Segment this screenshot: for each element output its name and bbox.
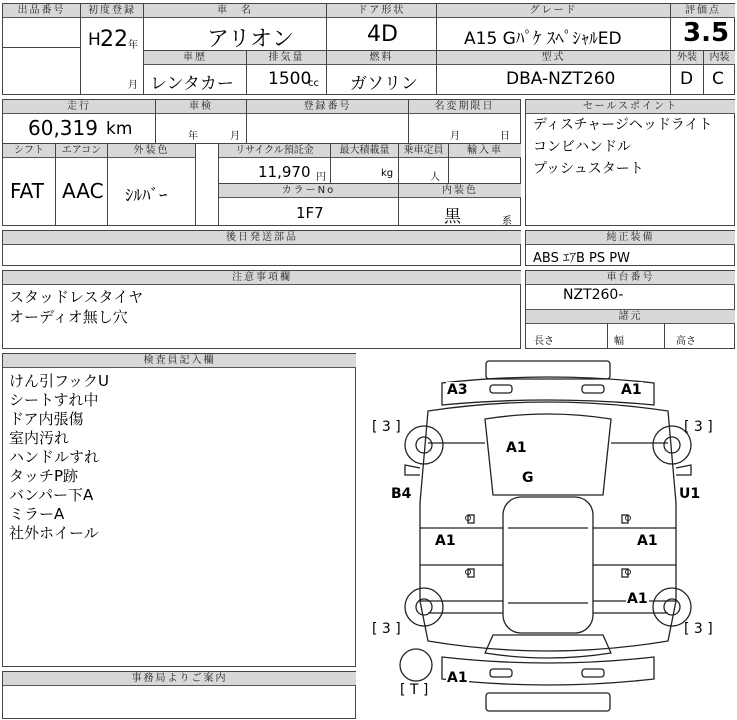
damage-right-door: A1 xyxy=(637,533,658,549)
mileage-label: 走行 xyxy=(3,100,155,114)
dims-width: 幅 xyxy=(614,336,624,347)
score-label: 評価点 xyxy=(671,4,735,18)
inspector-item: 室内汚れ xyxy=(9,429,70,447)
cc-unit: cc xyxy=(308,78,319,89)
grade-label: グレード xyxy=(437,4,670,18)
namechange-label: 名変期限日 xyxy=(409,100,520,114)
damage-right-side: U1 xyxy=(679,486,701,502)
colorno-label: カラーNo xyxy=(219,184,398,198)
sales-item: ディスチャージヘッドライト xyxy=(533,117,713,133)
lot-no-label: 出品番号 xyxy=(3,4,80,18)
damage-hood: A1 xyxy=(506,440,527,456)
mileage-unit: km xyxy=(106,119,133,139)
history: レンタカー xyxy=(150,74,234,94)
model-label: 型式 xyxy=(437,51,670,65)
office-label: 事務局よりご案内 xyxy=(3,672,356,686)
reg-era: H xyxy=(88,30,101,50)
interior-label: 内装色 xyxy=(399,184,521,198)
interior-color: 黒 xyxy=(444,207,461,227)
inspection-month-unit: 月 xyxy=(230,131,240,142)
fuel-label: 燃料 xyxy=(327,51,436,65)
recycle-label: リサイクル預託金 xyxy=(219,144,330,158)
inspection-label: 車検 xyxy=(156,100,246,114)
genuine-value: ABS ｴｱB PS PW xyxy=(533,251,630,266)
regno-label: 登録番号 xyxy=(247,100,408,114)
grade: A15 Gﾊﾟｹ ｽﾍﾟｼｬﾙED xyxy=(464,29,622,49)
later-parts-label: 後日発送部品 xyxy=(3,231,521,245)
reg-month-unit: 月 xyxy=(128,80,138,91)
model: DBA-NZT260 xyxy=(506,69,616,89)
damage-left-door: A1 xyxy=(435,533,456,549)
recycle-yen: 円 xyxy=(316,172,326,183)
int-grade: C xyxy=(712,69,724,89)
shift-label: シフト xyxy=(3,144,55,158)
car-name: アリオン xyxy=(207,27,294,52)
namechange-month-unit: 月 xyxy=(450,131,460,142)
inspector-item: 社外ホイール xyxy=(9,524,99,542)
reg-label: 初度登録 xyxy=(81,4,143,18)
inspector-item: けん引フックU xyxy=(9,372,109,390)
chassis-value: NZT260- xyxy=(563,287,624,303)
recycle-fee: 11,970 xyxy=(258,163,311,181)
damage-front-left: A3 xyxy=(447,382,468,398)
exterior-color: ｼﾙﾊﾞｰ xyxy=(125,186,168,206)
import-label: 輸入車 xyxy=(449,144,521,158)
tire-rear-right: [ 3 ] xyxy=(684,621,713,637)
notes-item: オーディオ無し穴 xyxy=(9,308,128,326)
inspector-item: シートすれ中 xyxy=(9,391,99,409)
displacement-label: 排気量 xyxy=(247,51,326,65)
load-kg: kg xyxy=(381,168,394,179)
notes-item: スタッドレスタイヤ xyxy=(9,288,144,306)
door-type: 4D xyxy=(367,22,398,47)
sales-item: プッシュスタート xyxy=(533,161,644,177)
history-label: 車歴 xyxy=(144,51,246,65)
tire-rear-left: [ 3 ] xyxy=(372,621,401,637)
inspector-item: ドア内張傷 xyxy=(9,410,84,428)
capacity-person: 人 xyxy=(430,172,440,183)
dims-length: 長さ xyxy=(534,336,554,347)
ext-grade: D xyxy=(680,69,694,89)
shift: FAT xyxy=(10,179,45,203)
reg-year: 22 xyxy=(100,27,128,52)
genuine-label: 純正装備 xyxy=(526,231,735,245)
int-label: 内装 xyxy=(704,51,735,65)
mileage: 60,319 xyxy=(28,116,98,140)
notes-label: 注意事項欄 xyxy=(3,271,521,285)
damage-roof: G xyxy=(522,470,534,486)
interior-kei: 系 xyxy=(502,216,512,227)
tire-front-left: [ 3 ] xyxy=(372,419,401,435)
ac-label: エアコン xyxy=(56,144,107,158)
inspector-item: タッチP跡 xyxy=(9,467,79,485)
tire-front-right: [ 3 ] xyxy=(684,419,713,435)
damage-trunk: A1 xyxy=(447,670,468,686)
inspection-year-unit: 年 xyxy=(188,131,198,142)
color-label: 外装色 xyxy=(108,144,195,158)
ext-label: 外装 xyxy=(671,51,703,65)
door-label: ドア形状 xyxy=(327,4,436,18)
damage-left-side: B4 xyxy=(391,486,412,502)
car-diagram xyxy=(360,353,735,719)
dims-height: 高さ xyxy=(676,336,696,347)
inspector-item: ミラーA xyxy=(9,505,65,523)
namechange-day-unit: 日 xyxy=(500,131,510,142)
capacity-label: 乗車定員 xyxy=(399,144,448,158)
sales-item: コンビハンドル xyxy=(533,139,631,155)
load-label: 最大積載量 xyxy=(331,144,398,158)
score: 3.5 xyxy=(683,18,730,48)
fuel: ガソリン xyxy=(350,74,418,94)
colorno: 1F7 xyxy=(296,204,324,222)
sales-label: セールスポイント xyxy=(526,100,735,114)
inspector-item: バンパー下A xyxy=(9,486,94,504)
damage-right-rear: A1 xyxy=(627,591,648,607)
ac: AAC xyxy=(62,179,104,203)
displacement: 1500 xyxy=(268,69,312,89)
reg-year-unit: 年 xyxy=(128,40,138,51)
inspector-item: ハンドルすれ xyxy=(9,448,100,466)
dims-label: 諸元 xyxy=(526,309,735,324)
tire-spare: [ T ] xyxy=(400,682,429,698)
car-name-label: 車 名 xyxy=(144,4,326,18)
damage-front-right: A1 xyxy=(621,382,642,398)
chassis-label: 車台番号 xyxy=(526,271,735,285)
inspector-label: 検査員記入欄 xyxy=(3,354,356,368)
